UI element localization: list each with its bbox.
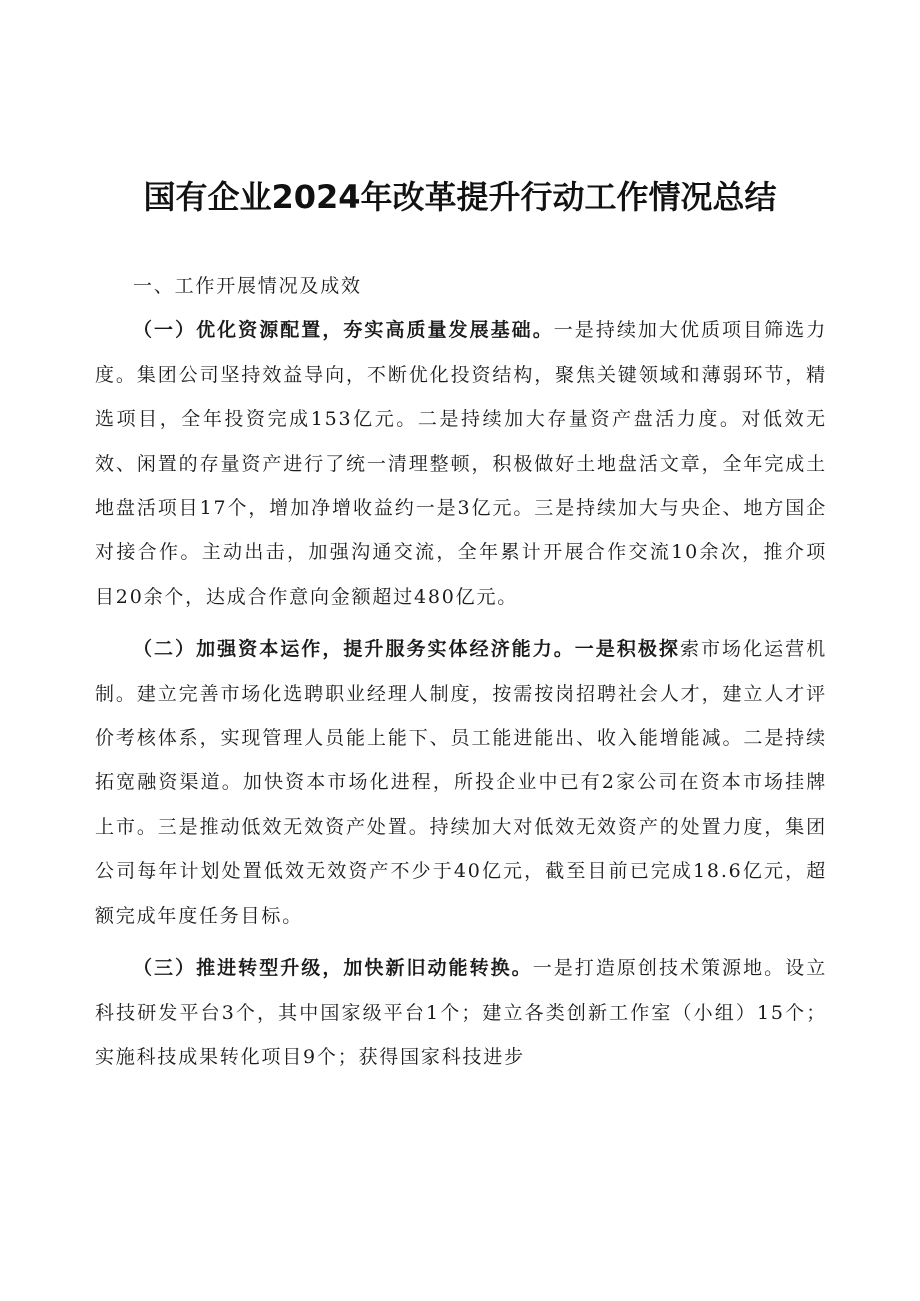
paragraph-gap (95, 619, 827, 627)
paragraph-3-lead: （三）推进转型升级，加快新旧动能转换。 (133, 957, 533, 980)
paragraph-gap (95, 938, 827, 946)
paragraph-2-lead: （二）加强资本运作，提升服务实体经济能力。一是积极探 (133, 638, 680, 661)
document-title: 国有企业2024年改革提升行动工作情况总结 (143, 178, 777, 216)
paragraph-3-text: 一是打造原创技术策源地。设立科技研发平台3个，其中国家级平台1个；建立各类创新工作室（小组）15个；实施科技成果转化项目9个；获得国家科技进步 (95, 957, 828, 1068)
paragraph-2 (95, 627, 827, 938)
paragraph-3 (95, 946, 827, 1079)
document-body (95, 264, 827, 1079)
paragraph-1 (95, 308, 827, 619)
paragraph-1-text: 一是持续加大优质项目筛选力度。集团公司坚持效益导向，不断优化投资结构，聚焦关键领域和薄弱环节，精选项目，全年投资完成153亿元。二是持续加大存量资产盘活力度。对低效无效、闲置的存量资产进行了统一清理整顿，积极做好土地盘活文章，全年完成土地盘活项目17个，增加净增收益约一是3亿元。三是持续加大与央企、地方国企对接合作。主动出击，加强沟通交流，全年累计开展合作交流10余次，推介项目20余个，达成合作意向金额超过480亿元。 (95, 319, 827, 608)
section-heading: 一、工作开展情况及成效 (133, 275, 362, 297)
paragraph-1-lead: （一）优化资源配置，夯实高质量发展基础。 (133, 319, 554, 342)
paragraph-2-text: 索市场化运营机制。建立完善市场化选聘职业经理人制度，按需按岗招聘社会人才，建立人才评价考核体系，实现管理人员能上能下、员工能进能出、收入能增能减。二是持续拓宽融资渠道。加快资本市场化进程，所投企业中已有2家公司在资本市场挂牌上市。三是推动低效无效资产处置。持续加大对低效无效资产的处置力度，集团公司每年计划处置低效无效资产不少于40亿元，截至目前已完成18.6亿元，超额完成年度任务目标。 (95, 638, 827, 927)
